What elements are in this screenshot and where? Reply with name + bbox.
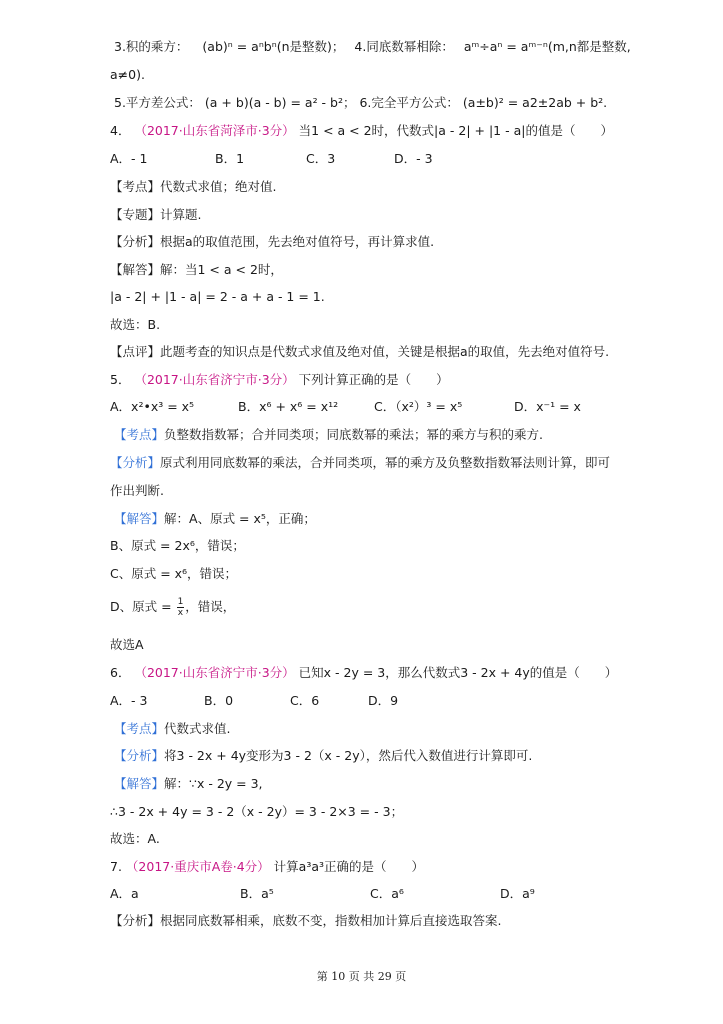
q5-choice: 故选A (110, 637, 144, 652)
q5-jieda-tag: 【解答】 (114, 511, 165, 526)
q6-kaodian (114, 720, 231, 738)
q5-d-suffix: ，错误， (185, 599, 236, 614)
q5-b: B、原式 = 2x⁶，错误； (110, 538, 245, 553)
q6-choice: 故选：A. (110, 831, 160, 846)
q5-d-fraction (177, 597, 185, 618)
rule-4-formula: aᵐ÷aⁿ = aᵐ⁻ⁿ(m,n都是整数, (463, 39, 631, 54)
q7-option-b: B．a⁵ (240, 886, 274, 901)
rule-4-condition: a≠0). (110, 67, 145, 82)
q6-source: （2017·山东省济宁市·3分） (134, 665, 295, 680)
q4-option-b: B．1 (215, 151, 245, 166)
q5-jieda-text: 解：A、原式 = x⁵，正确； (164, 511, 316, 526)
q6-kaodian-tag: 【考点】 (114, 721, 165, 736)
q6-calc: ∴3 - 2x + 4y = 3 - 2（x - 2y）= 3 - 2×3 = - 3； (110, 804, 404, 819)
q4-stem-line (110, 122, 613, 140)
q6-option-d: D．9 (368, 693, 399, 708)
q5-c: C、原式 = x⁶，错误； (110, 566, 238, 581)
q6-kaodian-text: 代数式求值. (164, 721, 231, 736)
rule-6-formula: (a±b)² = a2±2ab + b². (462, 95, 608, 110)
rule-4-label: 4.同底数幂相除： (354, 39, 454, 54)
q4-number: 4． (110, 123, 131, 138)
q6-jieda (114, 775, 263, 793)
q6-fenxi-text: 将3 - 2x + 4y变形为3 - 2（x - 2y），然后代入数值进行计算即可. (164, 748, 533, 763)
q5-d-denominator: x (177, 608, 184, 618)
q5-fenxi-text: 原式利用同底数幂的乘法，合并同类项，幂的乘方及负整数指数幂法则计算，即可 (160, 455, 611, 470)
q6-jieda-text: 解：∵x - 2y = 3, (164, 776, 263, 791)
q5-source: （2017·山东省济宁市·3分） (134, 372, 295, 387)
q5-fenxi-cont: 作出判断. (110, 483, 164, 498)
q5-d-prefix: D、原式 = (110, 599, 172, 614)
q7-stem: 计算a³a³正确的是（ ） (273, 859, 425, 874)
q6-stem: 已知x - 2y = 3，那么代数式3 - 2x + 4y的值是（ ） (298, 665, 618, 680)
rule-3-label: 3.积的乘方： (114, 39, 189, 54)
q6-option-b: B．0 (204, 693, 234, 708)
rule-3-4 (114, 38, 631, 56)
q5-kaodian-text: 负整数指数幂；合并同类项；同底数幂的乘法；幂的乘方与积的乘方. (164, 427, 543, 442)
q4-stem: 当1 < a < 2时，代数式|a - 2| + |1 - a|的值是（ ） (298, 123, 613, 138)
q5-fenxi-tag: 【分析】 (110, 455, 161, 470)
q6-fenxi (114, 747, 532, 765)
q5-option-b: B．x⁶ + x⁶ = x¹² (238, 399, 339, 414)
q4-fenxi: 【分析】根据a的取值范围，先去绝对值符号，再计算求值. (110, 234, 435, 249)
q6-jieda-tag: 【解答】 (114, 776, 165, 791)
q4-dianping: 【点评】此题考查的知识点是代数式求值及绝对值，关键是根据a的取值，先去绝对值符号. (110, 344, 610, 359)
q5-kaodian-tag: 【考点】 (114, 427, 165, 442)
q7-stem-line (110, 858, 424, 876)
q6-stem-line (110, 664, 617, 682)
q5-d (110, 597, 235, 618)
q5-option-c: C．（x²）³ = x⁵ (374, 399, 463, 414)
q4-zhuanti: 【专题】计算题. (110, 207, 202, 222)
q6-option-c: C．6 (290, 693, 320, 708)
q4-option-a: A．- 1 (110, 151, 148, 166)
q5-d-numerator: 1 (177, 597, 184, 607)
q7-option-a: A．a (110, 886, 139, 901)
q5-number: 5． (110, 372, 131, 387)
q6-option-a: A．- 3 (110, 693, 148, 708)
q5-stem: 下列计算正确的是（ ） (298, 372, 449, 387)
q7-fenxi: 【分析】根据同底数幂相乘，底数不变，指数相加计算后直接选取答案. (110, 913, 502, 928)
q4-choice: 故选：B. (110, 317, 161, 332)
q6-fenxi-tag: 【分析】 (114, 748, 165, 763)
rule-6-label: 6.完全平方公式： (359, 95, 459, 110)
q7-option-c: C．a⁶ (370, 886, 404, 901)
q7-option-d: D．a⁹ (500, 886, 535, 901)
q7-source: （2017·重庆市A卷·4分） (125, 859, 270, 874)
q6-number: 6． (110, 665, 131, 680)
rule-5-label: 5.平方差公式： (114, 95, 201, 110)
rule-5-formula: (a + b)(a - b) = a² - b²； (204, 95, 356, 110)
q5-kaodian (114, 426, 543, 444)
q7-number: 7. (110, 859, 122, 874)
q4-option-c: C．3 (306, 151, 336, 166)
rule-3-formula: (ab)ⁿ = aⁿbⁿ(n是整数)； (202, 39, 345, 54)
q5-option-a: A．x²•x³ = x⁵ (110, 399, 195, 414)
q5-fenxi (110, 454, 610, 472)
q5-stem-line (110, 371, 449, 389)
q4-jieda: 【解答】解：当1 < a < 2时， (110, 262, 283, 277)
q5-option-d: D．x⁻¹ = x (514, 399, 581, 414)
q4-option-d: D．- 3 (394, 151, 433, 166)
page-footer: 第 10 页 共 29 页 (316, 970, 407, 983)
q4-source: （2017·山东省菏泽市·3分） (134, 123, 295, 138)
q5-jieda (114, 510, 316, 528)
rule-5-6 (114, 94, 607, 112)
q4-calc: |a - 2| + |1 - a| = 2 - a + a - 1 = 1. (110, 289, 325, 304)
q4-kaodian: 【考点】代数式求值；绝对值. (110, 179, 277, 194)
